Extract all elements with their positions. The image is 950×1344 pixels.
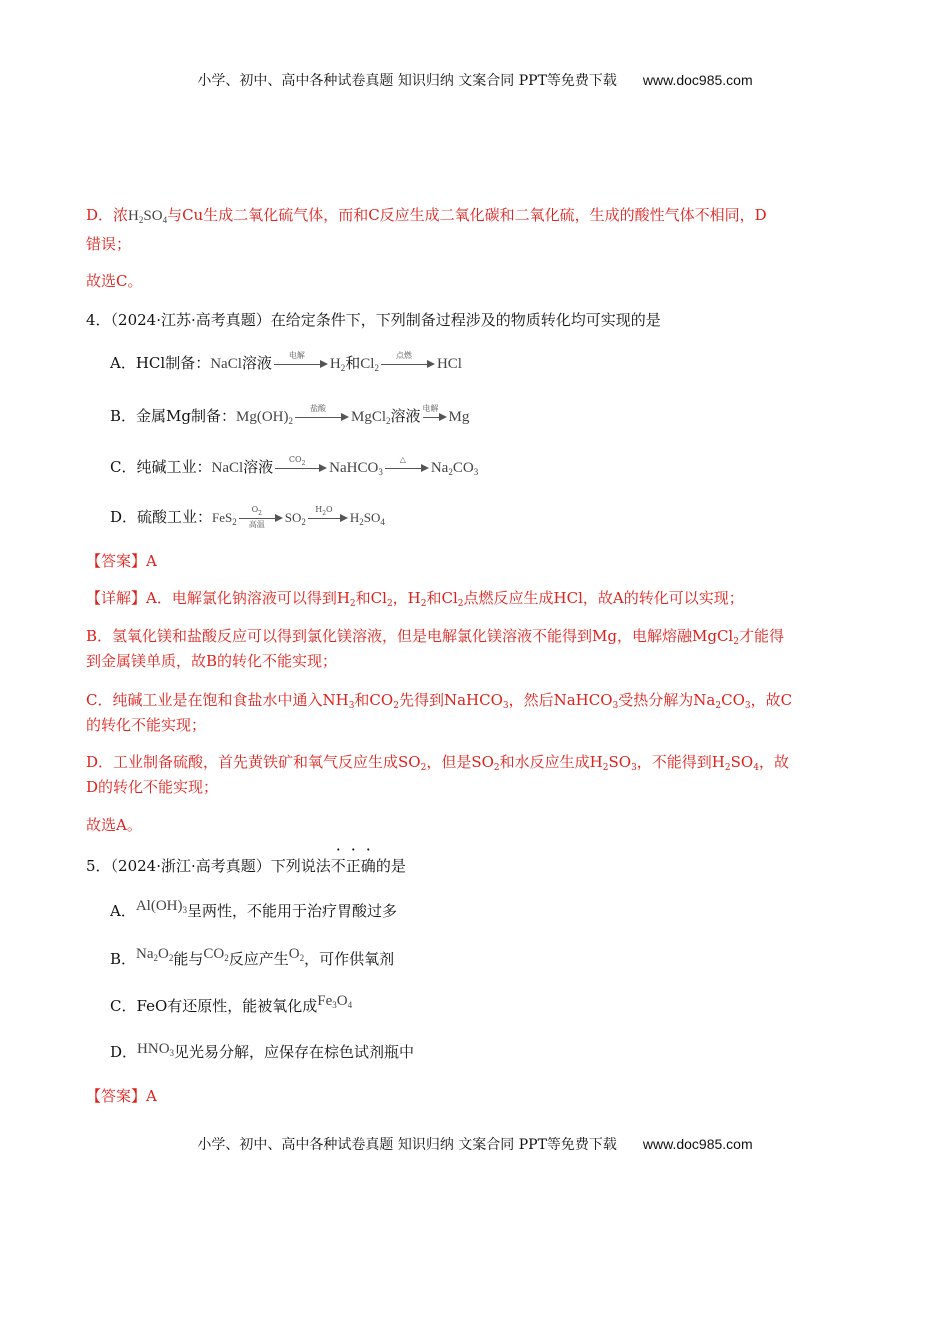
q4-option-a: A．HCl制备：NaCl溶液 电解 $H_2$和$Cl_2$ 点燃 HCl bbox=[110, 351, 462, 373]
q4-conclusion: 故选A。 bbox=[86, 816, 142, 834]
q4-detail-a: 【详解】A．电解氯化钠溶液可以得到$H_2$和$Cl_2$，$H_2$和$Cl_2$点燃反应生成HCl，故A的转化可以实现； bbox=[86, 589, 744, 609]
reaction-arrow: △ bbox=[385, 457, 429, 479]
q4-detail-d-cont: D的转化不能实现； bbox=[86, 778, 219, 796]
q4-option-d: D．硫酸工业：FeS$_2$ $O_2$ 高温 $SO_2$ $H_2O$ $H_2SO_4$ bbox=[110, 505, 385, 529]
reaction-arrow: $H_2O$ bbox=[308, 507, 348, 529]
q4-detail-c-cont: 的转化不能实现； bbox=[86, 716, 207, 734]
q4-detail-d: D．工业制备硫酸，首先黄铁矿和氧气反应生成$SO_2$，但是$SO_2$和水反应生成$H_2SO_3$，不能得到$H_2SO_4$，故 bbox=[86, 753, 789, 773]
page-footer: 小学、初中、高中各种试卷真题 知识归纳 文案合同 PPT等免费下载 www.doc985.com bbox=[197, 1136, 753, 1153]
q5-option-c: C．FeO有还原性，能被氧化成$Fe_3O_4$ bbox=[110, 993, 353, 1015]
reaction-arrow: 点燃 bbox=[381, 353, 435, 375]
q3-option-d-analysis-cont: 错误； bbox=[86, 235, 132, 253]
q4-detail-c: C．纯碱工业是在饱和食盐水中通入$NH_3$和$CO_2$先得到NaHCO$_3$，然后NaHCO$_3$受热分解为$Na_2CO_3$，故C bbox=[86, 691, 793, 711]
q5-answer: 【答案】A bbox=[86, 1087, 157, 1105]
q4-stem: 4．（2024·江苏·高考真题）在给定条件下，下列制备过程涉及的物质转化均可实现的是 bbox=[86, 311, 661, 329]
q3-conclusion: 故选C。 bbox=[86, 272, 143, 290]
reaction-arrow: 电解 bbox=[274, 353, 328, 375]
reaction-arrow: 电解 bbox=[423, 406, 447, 428]
reaction-arrow: 盐酸 bbox=[295, 406, 349, 428]
site-url[interactable]: www.doc985.com bbox=[642, 1136, 753, 1152]
q4-answer: 【答案】A bbox=[86, 552, 157, 570]
reaction-arrow: $CO_2$ bbox=[275, 457, 327, 479]
q5-option-a: A．$Al(OH)_3$呈两性，不能用于治疗胃酸过多 bbox=[110, 898, 398, 920]
q4-detail-b-cont: 到金属镁单质，故B的转化不能实现； bbox=[86, 652, 338, 670]
q5-option-b: B．$Na_2O_2$能与$CO_2$反应产生$O_2$，可作供氧剂 bbox=[110, 946, 395, 968]
site-url[interactable]: www.doc985.com bbox=[642, 72, 753, 88]
q4-detail-b: B．氢氧化镁和盐酸反应可以得到氯化镁溶液，但是电解氯化镁溶液不能得到Mg，电解熔融MgCl$_2$才能得 bbox=[86, 627, 784, 647]
q5-option-d: D．$HNO_3$见光易分解，应保存在棕色试剂瓶中 bbox=[110, 1041, 415, 1061]
q3-option-d-analysis: D．浓$H_2SO_4$与Cu生成二氧化硫气体，而和C反应生成二氧化碳和二氧化硫，生成的酸性气体不相同，D bbox=[86, 206, 767, 225]
reaction-arrow: $O_2$ 高温 bbox=[239, 507, 283, 529]
q4-option-b: B．金属Mg制备：$Mg(OH)_2$ 盐酸 MgCl$_2$溶液 电解 Mg bbox=[110, 404, 470, 426]
q4-option-c: C．纯碱工业：NaCl溶液 $CO_2$ NaHCO$_3$ △ $Na_2CO_3$ bbox=[110, 455, 479, 477]
q5-stem: 5．（2024·浙江·高考真题）下列说法不正确的是 bbox=[86, 857, 406, 875]
page-header: 小学、初中、高中各种试卷真题 知识归纳 文案合同 PPT等免费下载 www.doc985.com bbox=[197, 72, 753, 89]
